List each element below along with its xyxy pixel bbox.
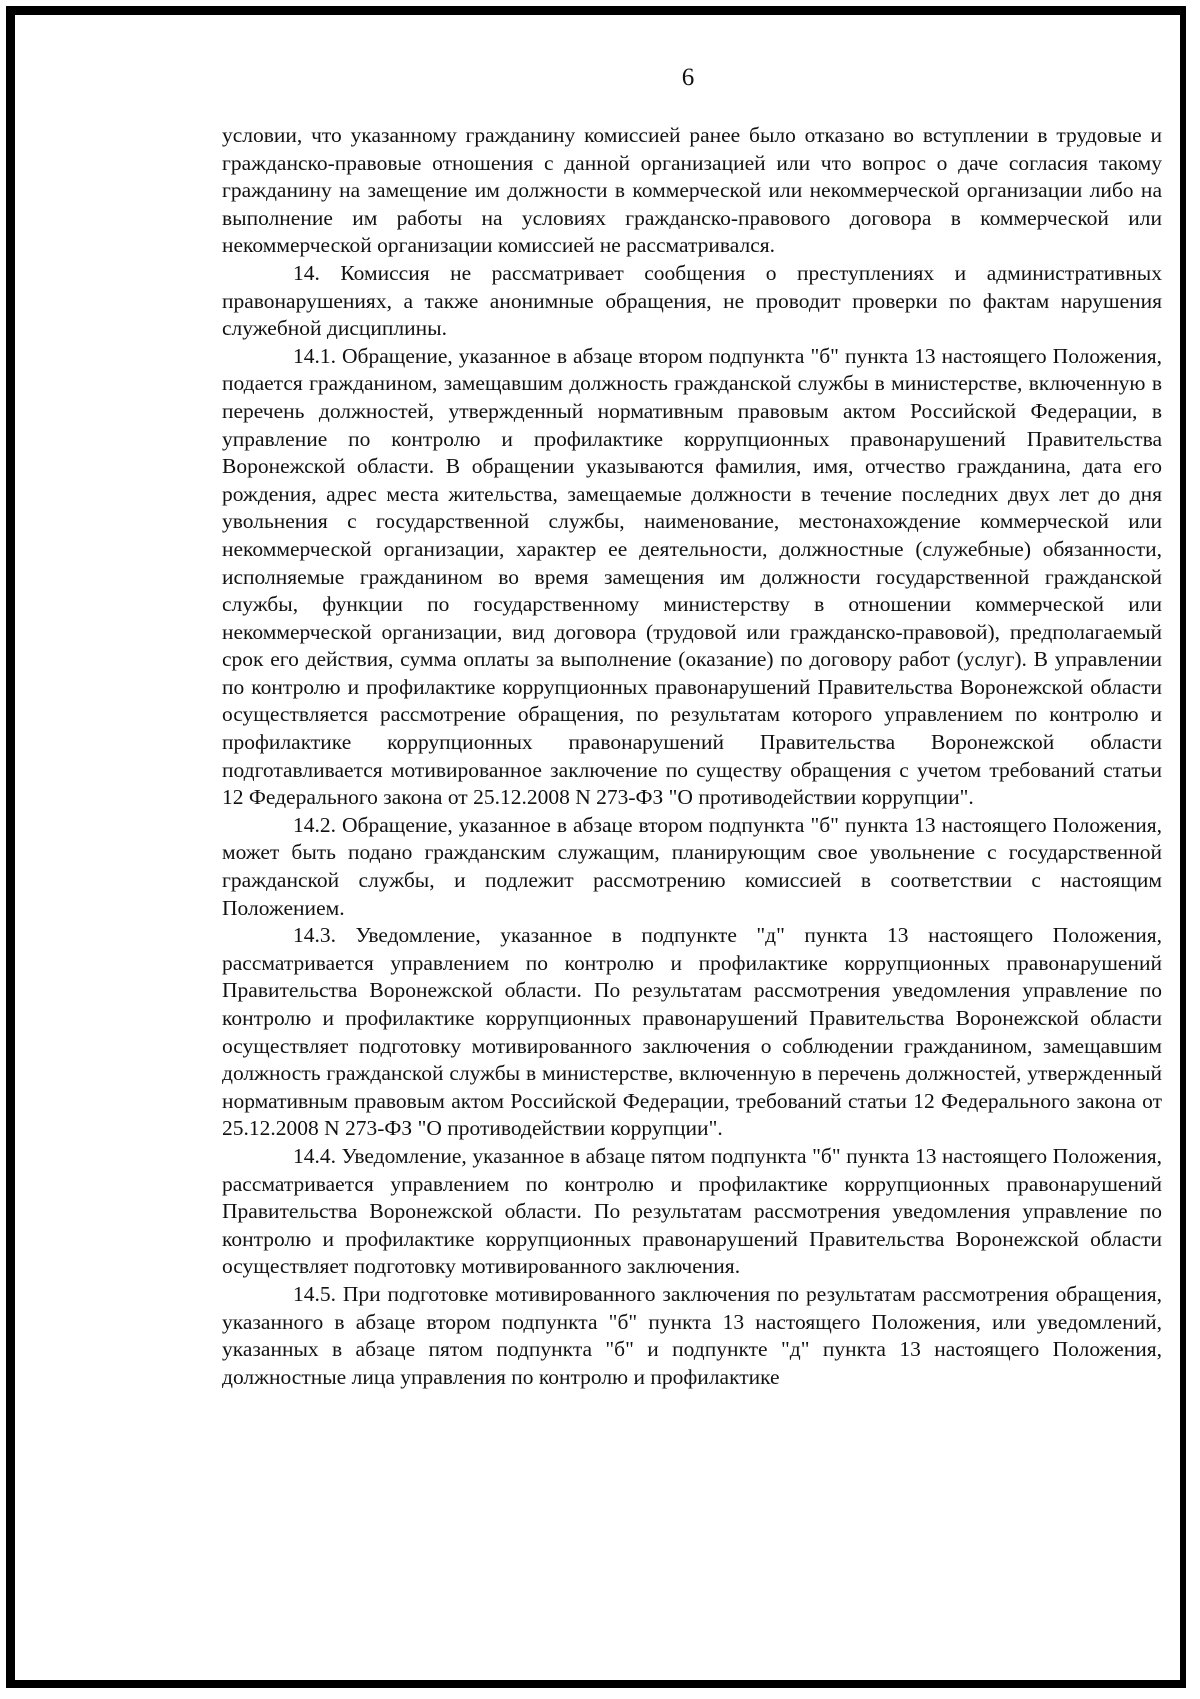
paragraph-14: 14. Комиссия не рассматривает сообщения о преступлениях и административных правонарушениях, а также анонимные обращения, не проводит проверки по фактам нарушения служебной дисциплины. [222, 260, 1162, 341]
paragraph-continuation: условии, что указанному гражданину комиссией ранее было отказано во вступлении в трудовые и гражданско-правовые отношения с данной организацией или что вопрос о даче согласия такому гражданину на замещение им должности в коммерческой или некоммерческой организации либо на выполнение им работы на условиях гражданско-правового договора в коммерческой или некоммерческой организации комиссией не рассматривался. [222, 123, 1162, 258]
paragraph-14-2: 14.2. Обращение, указанное в абзаце втором подпункта "б" пункта 13 настоящего Положения, может быть подано гражданским служащим, планирующим свое увольнение с государственной гражданской службы, и подлежит рассмотрению комиссией в соответствии с настоящим Положением. [222, 812, 1162, 920]
paragraph-14-5: 14.5. При подготовке мотивированного заключения по результатам рассмотрения обращения, указанного в абзаце втором подпункта "б" пункта 13 настоящего Положения, или уведомлений, указанных в абзаце пятом подпункта "б" и подпункте "д" пункта 13 настоящего Положения, должностные лица управления по контролю и профилактике [222, 1281, 1162, 1389]
paragraph-14-1: 14.1. Обращение, указанное в абзаце втором подпункта "б" пункта 13 настоящего Положения, подается гражданином, замещавшим должность гражданской службы в министерстве, включенную в перечень должностей, утвержденный нормативным правовым актом Российской Федерации, в управление по контролю и профилактике коррупционных правонарушений Правительства Воронежской области. В обращении указываются фамилия, имя, отчество гражданина, дата его рождения, адрес места жительства, замещаемые должности в течение последних двух лет до дня увольнения с государственной службы, наименование, местонахождение коммерческой или некоммерческой организации, характер ее деятельности, должностные (служебные) обязанности, исполняемые гражданином во время замещения им должности государственной гражданской службы, функции по государственному министерству в отношении коммерческой или некоммерческой организации, вид договора (трудовой или гражданско-правовой), предполагаемый срок его действия, сумма оплаты за выполнение (оказание) по договору работ (услуг). В управлении по контролю и профилактике коррупционных правонарушений Правительства Воронежской области осуществляется рассмотрение обращения, по результатам которого управлением по контролю и профилактике коррупционных правонарушений Правительства Воронежской области подготавливается мотивированное заключение по существу обращения с учетом требований статьи 12 Федерального закона от 25.12.2008 N 273-ФЗ "О противодействии коррупции". [222, 343, 1162, 810]
paragraph-14-3: 14.3. Уведомление, указанное в подпункте "д" пункта 13 настоящего Положения, рассматривается управлением по контролю и профилактике коррупционных правонарушений Правительства Воронежской области. По результатам рассмотрения уведомления управление по контролю и профилактике коррупционных правонарушений Правительства Воронежской области осуществляет подготовку мотивированного заключения о соблюдении гражданином, замещавшим должность гражданской службы в министерстве, включенную в перечень должностей, утвержденный нормативным правовым актом Российской Федерации, требований статьи 12 Федерального закона от 25.12.2008 N 273-ФЗ "О противодействии коррупции". [222, 923, 1162, 1141]
page-number: 6 [681, 64, 695, 91]
document-body [222, 122, 1162, 1391]
paragraph-14-4: 14.4. Уведомление, указанное в абзаце пятом подпункта "б" пункта 13 настоящего Положения, рассматривается управлением по контролю и профилактике коррупционных правонарушений Правительства Воронежской области. По результатам рассмотрения уведомления управление по контролю и профилактике коррупционных правонарушений Правительства Воронежской области осуществляет подготовку мотивированного заключения. [222, 1143, 1162, 1279]
